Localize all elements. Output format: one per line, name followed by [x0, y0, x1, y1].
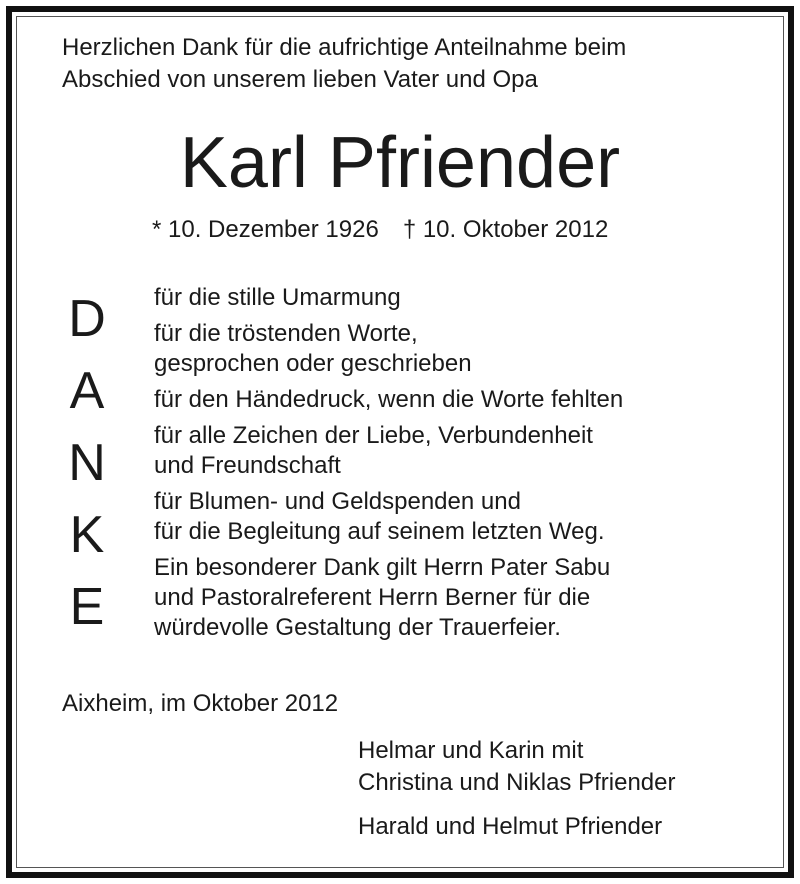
thanks-line: für die stille Umarmung: [154, 284, 401, 311]
signer-line: Christina und Niklas Pfriender: [358, 769, 676, 796]
intro-line-1: Herzlichen Dank für die aufrichtige Anteilnahme beim: [62, 34, 627, 61]
signer-line: Harald und Helmut Pfriender: [358, 813, 663, 840]
thanks-line: gesprochen oder geschrieben: [154, 350, 472, 377]
intro-text: [62, 32, 742, 96]
death-date: † 10. Oktober 2012: [402, 216, 609, 243]
danke-letter: K: [69, 506, 105, 564]
thanks-line: für den Händedruck, wenn die Worte fehlten: [154, 386, 624, 413]
thanks-list: [154, 283, 754, 649]
thanks-item: [154, 553, 754, 643]
danke-letter: A: [69, 362, 105, 420]
thanks-line: würdevolle Gestaltung der Trauerfeier.: [154, 614, 561, 641]
danke-letter: E: [69, 578, 105, 636]
thanks-line: für Blumen- und Geldspenden und: [154, 488, 521, 515]
thanks-line: für die tröstenden Worte,: [154, 320, 418, 347]
signers: [358, 735, 675, 843]
thanks-line: Ein besonderer Dank gilt Herrn Pater Sabu: [154, 554, 611, 581]
danke-letter: D: [68, 290, 106, 348]
life-dates: [152, 214, 608, 246]
birth-date: * 10. Dezember 1926: [152, 216, 379, 243]
thanks-item: [154, 421, 754, 481]
thanks-line: für die Begleitung auf seinem letzten Weg.: [154, 518, 605, 545]
place-date: Aixheim, im Oktober 2012: [62, 690, 339, 717]
thanks-line: und Pastoralreferent Herrn Berner für die: [154, 584, 591, 611]
thanks-item: [154, 487, 754, 547]
thanks-line: für alle Zeichen der Liebe, Verbundenheit: [154, 422, 593, 449]
intro-line-2: Abschied von unserem lieben Vater und Opa: [62, 66, 538, 93]
signer-line: Helmar und Karin mit: [358, 737, 584, 764]
deceased-name: Karl Pfriender: [179, 123, 621, 203]
thanks-item: [154, 319, 754, 379]
danke-letter: N: [68, 434, 106, 492]
danke-vertical: [62, 283, 112, 643]
thanks-item: [154, 283, 754, 313]
thanks-line: und Freundschaft: [154, 452, 341, 479]
thanks-item: [154, 385, 754, 415]
